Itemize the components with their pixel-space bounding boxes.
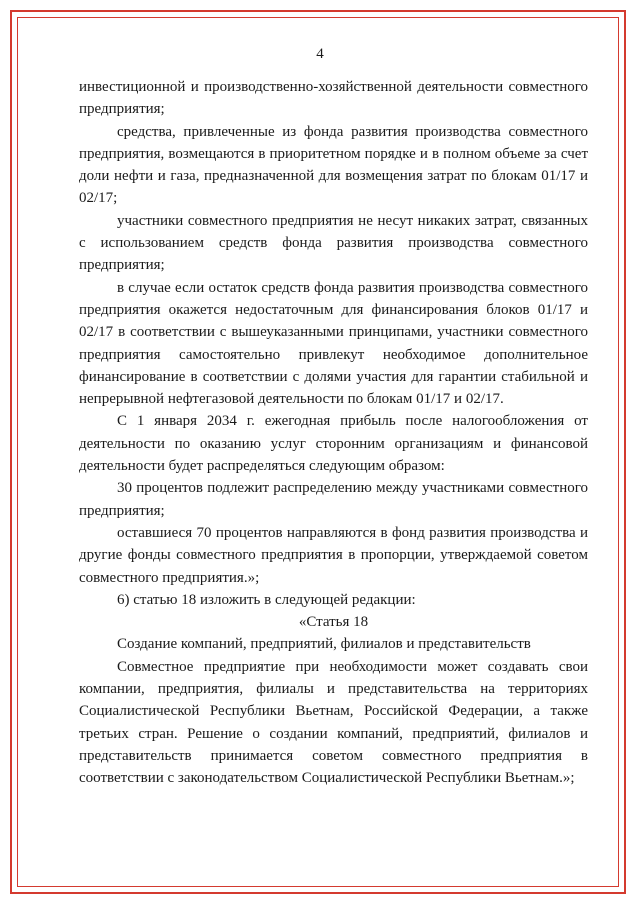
paragraph-30-percent: 30 процентов подлежит распределению между участниками совместного предприятия; — [79, 480, 588, 519]
paragraph-profit-distribution: С 1 января 2034 г. ежегодная прибыль после налогообложения от деятельности по оказанию услуг сторонним организациям и финансовой деятельности будет распределяться следующим образом: — [79, 413, 588, 475]
page-number: 4 — [316, 46, 324, 62]
paragraph-article-18-body: Совместное предприятие при необходимости может создавать свои компании, предприятия, филиалы и представительства на территориях Социалистической Республики Вьетнам, Российской Федерации, а также третьих стран. Решение о создании компаний, предприятий, филиалов и представительств принимается советом совместного предприятия в соответствии с законодательством Социалистической Республики Вьетнам.»; — [79, 658, 588, 787]
paragraph-70-percent: оставшиеся 70 процентов направляются в фонд развития производства и другие фонды совместного предприятия в пропорции, утверждаемой советом совместного предприятия.»; — [79, 524, 588, 586]
paragraph-no-costs: участники совместного предприятия не несут никаких затрат, связанных с использованием средств фонда развития производства совместного предприятия; — [79, 212, 588, 274]
paragraph-insufficient-funds: в случае если остаток средств фонда развития производства совместного предприятия окажется недостаточным для финансирования блоков 01/17 и 02/17 в соответствии с вышеуказанными принципами, участники совместного предприятия самостоятельно привлекут необходимое дополнительное финансирование в соответствии с долями участия для гарантии стабильной и непрерывной нефтегазовой деятельности по блокам 01/17 и 02/17. — [79, 279, 588, 408]
paragraph-continuation: инвестиционной и производственно-хозяйственной деятельности совместного предприятия; — [79, 79, 588, 118]
article-title: «Статья 18 — [298, 614, 369, 631]
paragraph-article-18-intro: 6) статью 18 изложить в следующей редакции: — [117, 591, 416, 608]
paragraph-funds-reimbursement: средства, привлеченные из фонда развития производства совместного предприятия, возмещаются в приоритетном порядке и в полном объеме за счет доли нефти и газа, предназначенной для возмещения затрат по блокам 01/17 и 02/17; — [79, 123, 588, 207]
article-heading: Создание компаний, предприятий, филиалов и представительств — [117, 636, 531, 653]
document-body — [79, 76, 588, 790]
